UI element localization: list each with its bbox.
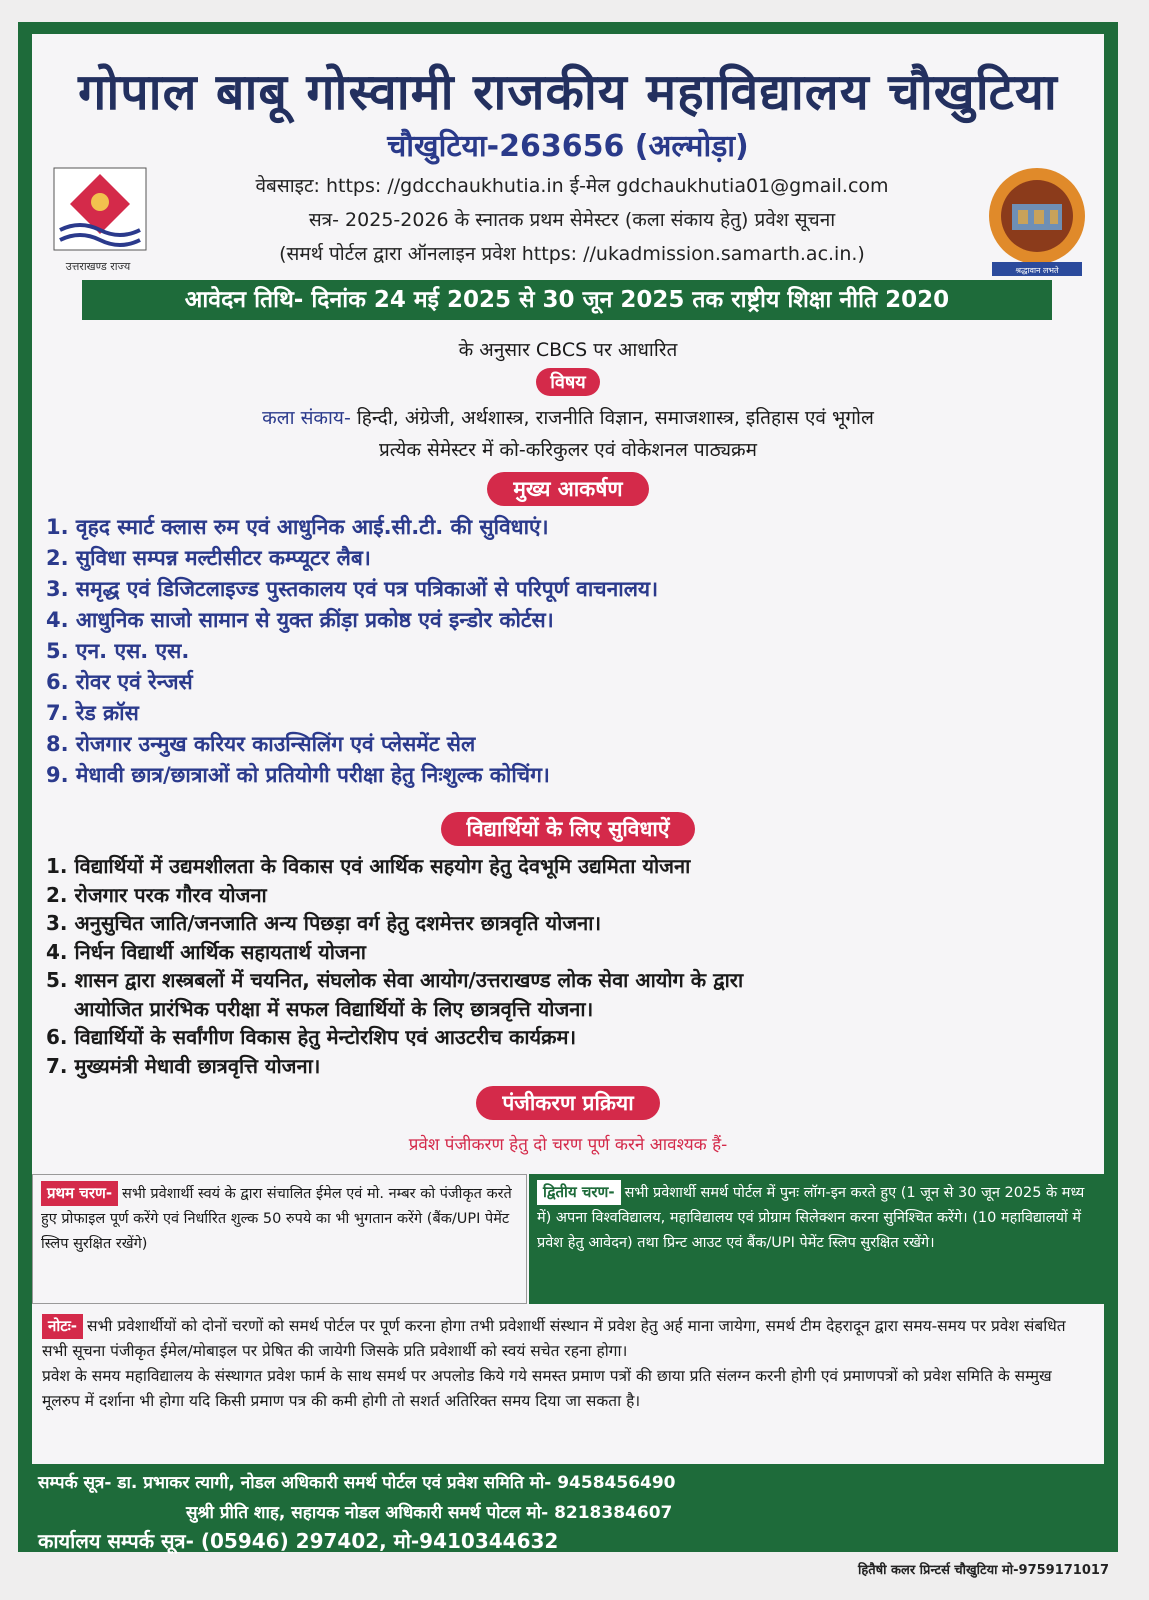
- registration-step-1: [32, 1174, 527, 1304]
- list-item: 6. रोवर एवं रेन्जर्स: [46, 670, 193, 694]
- list-item: 1. विद्यार्थियों में उद्यमशीलता के विकास एवं आर्थिक सहयोग हेतु देवभूमि उद्यमिता योजना: [46, 854, 691, 878]
- attractions-heading-wrap: [32, 472, 1104, 506]
- list-item: 6. विद्यार्थियों के सर्वांगीण विकास हेतु मेन्टोरशिप एवं आउटरीच कार्यक्रम।: [46, 1025, 577, 1049]
- note-para-1: सभी प्रवेशार्थीयों को दोनों चरणों को समर्थ पोर्टल पर पूर्ण करना होगा तभी प्रवेशार्थी संस्थान में प्रवेश हेतु अर्ह माना जायेगा, समर्थ टीम देहरादून द्वारा समय-समय पर प्रवेश संबधित सभी सूचना पंजीकृत ईमेल/मोबाइल पर प्रेषित की जायेगी जिसके प्रति प्रवेशार्थी को स्वयं सचेत रहना होगा।: [42, 1317, 1066, 1360]
- subjects-list: हिन्दी, अंग्रेजी, अर्थशास्त्र, राजनीति विज्ञान, समाजशास्त्र, इतिहास एवं भूगोल: [356, 407, 874, 429]
- list-item: आयोजित प्रारंभिक परीक्षा में सफल विद्यार्थियों के लिए छात्रवृत्ति योजना।: [74, 996, 594, 1021]
- list-item: 4. आधुनिक साजो सामान से युक्त क्रींड़ा प्रकोष्ठ एवं इन्डोर कोर्टस।: [46, 608, 554, 632]
- registration-heading: पंजीकरण प्रक्रिया: [476, 1086, 659, 1120]
- banner-continuation: के अनुसार CBCS पर आधारित: [458, 339, 678, 361]
- college-seal-logo: [982, 164, 1092, 284]
- step-1-label: प्रथम चरण-: [41, 1181, 118, 1206]
- subjects-note: प्रत्येक सेमेस्टर में को-करिकुलर एवं वोकेशनल पाठ्यक्रम: [379, 439, 757, 461]
- college-title: गोपाल बाबू गोस्वामी राजकीय महाविद्यालय चौखुटिया: [78, 63, 1058, 121]
- list-item: 2. रोजगार परक गौरव योजना: [46, 882, 267, 907]
- step-2-text: सभी प्रवेशार्थी समर्थ पोर्टल में पुनः लॉग-इन करते हुए (1 जून से 30 जून 2025 के मध्य में) अपना विश्वविद्यालय, महाविद्यालय एवं प्रोग्राम सिलेक्शन करना सुनिश्चित करेंगे। (10 महाविद्यालयों में प्रवेश हेतु आवेदन) तथा प्रिन्ट आउट एवं बैंक/UPI पेमेंट स्लिप सुरक्षित रखेंगे।: [537, 1185, 1085, 1251]
- note-label: नोटः-: [42, 1314, 83, 1339]
- list-item: 2. सुविधा सम्पन्न मल्टीसीटर कम्प्यूटर लैब।: [46, 546, 371, 570]
- attractions-heading: मुख्य आकर्षण: [487, 472, 648, 506]
- list-item: 3. अनुसुचित जाति/जनजाति अन्य पिछड़ा वर्ग हेतु दशमेत्तर छात्रवृति योजना।: [46, 911, 602, 935]
- application-date-banner: आवेदन तिथि- दिनांक 24 मई 2025 से 30 जून 2025 तक राष्ट्रीय शिक्षा नीति 2020: [82, 280, 1052, 320]
- list-item: 3. समृद्ध एवं डिजिटलाइज्ड पुस्तकालय एवं पत्र पत्रिकाओं से परिपूर्ण वाचनालय।: [46, 577, 659, 601]
- list-item: 9. मेधावी छात्र/छात्राओं को प्रतियोगी परीक्षा हेतु निःशुल्क कोचिंग।: [46, 763, 550, 787]
- list-item: 5. एन. एस. एस.: [46, 639, 190, 663]
- facilities-heading: विद्यार्थियों के लिए सुविधाऐं: [441, 812, 696, 846]
- registration-intro: प्रवेश पंजीकरण हेतु दो चरण पूर्ण करने आवश्यक हैं-: [408, 1135, 728, 1155]
- website-email-line: वेबसाइट: https: //gdcchaukhutia.in ई-मेल gdchaukhutia01@gmail.com: [255, 175, 889, 197]
- list-item: 8. रोजगार उन्मुख करियर काउन्सिलिंग एवं प्लेसमेंट सेल: [46, 732, 476, 756]
- note-para-2: प्रवेश के समय महाविद्यालय के संस्थागत प्रवेश फार्म के साथ समर्थ पर अपलोड किये गये समस्त प्रमाण पत्रों की छाया प्रति संलग्न करनी होगी एवं प्रमाणपत्रों को प्रवेश समिति के सम्मुख मूलरुप में दर्शाना भी होगा यदि किसी प्रमाण पत्र की कमी होगी तो सशर्त अतिरिक्त समय दिया जा सकता है।: [42, 1367, 1052, 1410]
- list-item: 7. रेड क्रॉस: [46, 701, 139, 725]
- attractions-list: [46, 512, 1096, 791]
- contact-line-2: सुश्री प्रीति शाह, सहायक नोडल अधिकारी समर्थ पोटल मो- 8218384607: [186, 1503, 673, 1523]
- college-address: चौखुटिया-263656 (अल्मोड़ा): [387, 129, 749, 164]
- uttarakhand-emblem-logo: [50, 164, 150, 279]
- registration-step-2: [529, 1174, 1104, 1304]
- note-section: [32, 1308, 1104, 1464]
- session-line: सत्र- 2025-2026 के स्नातक प्रथम सेमेस्टर (कला संकाय हेतु) प्रवेश सूचना: [308, 209, 836, 231]
- subjects-label: कला संकाय-: [262, 407, 351, 429]
- registration-heading-wrap: [32, 1086, 1104, 1120]
- subjects-heading: विषय: [536, 368, 600, 396]
- list-item: 1. वृहद स्मार्ट क्लास रुम एवं आधुनिक आई.सी.टी. की सुविधाएं।: [46, 515, 549, 539]
- right-logo-caption: श्रद्धावान लभते: [1015, 266, 1059, 275]
- contact-line-3: कार्यालय सम्पर्क सूत्र- (05946) 297402, मो-9410344632: [38, 1529, 559, 1553]
- poster-frame: [18, 22, 1118, 1552]
- step-2-label: द्वितीय चरण-: [537, 1180, 621, 1205]
- poster-inner: [32, 34, 1104, 1464]
- facilities-list: [46, 852, 1096, 1080]
- list-item: 7. मुख्यमंत्री मेधावी छात्रवृत्ति योजना।: [46, 1053, 321, 1078]
- printer-credit: हितैषी कलर प्रिन्टर्स चौखुटिया मो-9759171017: [857, 1563, 1109, 1578]
- subjects-line: [32, 404, 1104, 430]
- step-1-text: सभी प्रवेशार्थी स्वयं के द्वारा संचालित ईमेल एवं मो. नम्बर को पंजीकृत करते हुए प्रोफाइल पूर्ण करेंगे एवं निर्धारित शुल्क 50 रुपये का भी भुगतान करेंगे (बैंक/UPI पेमेंट स्लिप सुरक्षित रखेंगे): [41, 1186, 512, 1252]
- subjects-heading-wrap: [32, 368, 1104, 396]
- list-item: 4. निर्धन विद्यार्थी आर्थिक सहायतार्थ योजना: [46, 939, 366, 964]
- left-logo-caption: उत्तराखण्ड राज्य: [65, 260, 131, 273]
- portal-line: (समर्थ पोर्टल द्वारा ऑनलाइन प्रवेश https: //ukadmission.samarth.ac.in.): [279, 243, 865, 265]
- list-item: 5. शासन द्वारा शस्त्रबलों में चयनित, संघलोक सेवा आयोग/उत्तराखण्ड लोक सेवा आयोग के द्वारा: [46, 968, 744, 992]
- contact-line-1: सम्पर्क सूत्र- डा. प्रभाकर त्यागी, नोडल अधिकारी समर्थ पोर्टल एवं प्रवेश समिति मो- 9458456490: [38, 1473, 676, 1493]
- facilities-heading-wrap: [32, 812, 1104, 846]
